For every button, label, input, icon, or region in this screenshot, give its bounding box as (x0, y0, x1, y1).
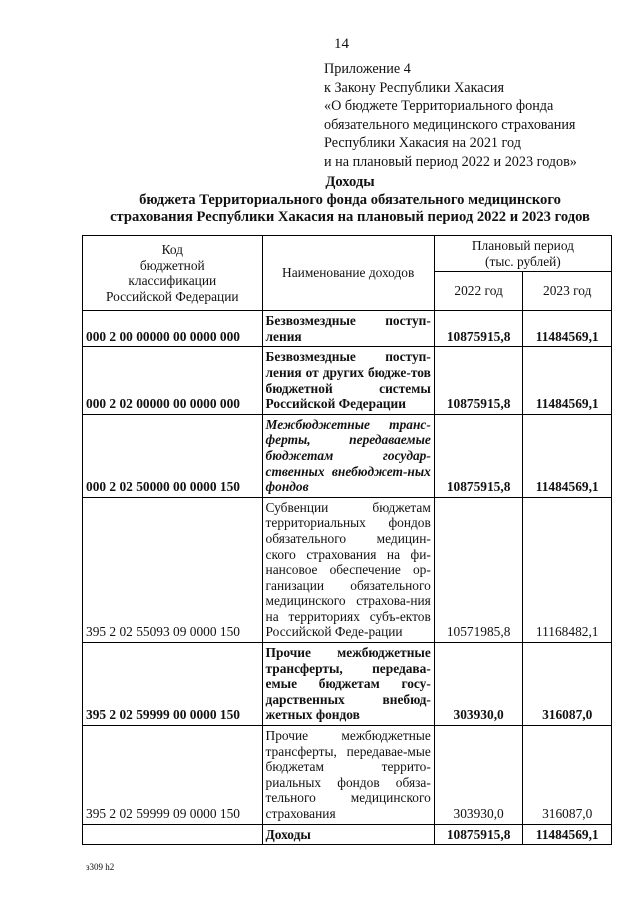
appendix-line: Республики Хакасия на 2021 год (324, 135, 521, 152)
appendix-line: Приложение 4 (324, 61, 411, 77)
table-row (83, 643, 612, 726)
row-value-2022: 303930,0 (434, 643, 523, 726)
row-name: Межбюджетные транс-ферты, передаваемые бюджетам государ-ственных внебюджет-ных фондов (262, 414, 434, 497)
row-code: 000 2 00 00000 00 0000 000 (83, 311, 263, 347)
row-value-2022: 10571985,8 (434, 497, 523, 642)
header-period (434, 236, 611, 272)
row-value-2023: 11484569,1 (523, 414, 612, 497)
header-period-line: Плановый период (471, 238, 574, 253)
total-code-empty (83, 824, 263, 845)
header-code-line: бюджетной (139, 257, 205, 273)
appendix-line: к Закону Республики Хакасия (324, 79, 504, 96)
table-header-row (83, 236, 612, 272)
row-name: Безвозмездные поступ-ления (262, 311, 434, 347)
row-code: 395 2 02 55093 09 0000 150 (83, 497, 263, 642)
header-year-2022: 2022 год (434, 272, 523, 311)
total-label: Доходы (262, 824, 434, 845)
row-value-2022: 303930,0 (434, 726, 523, 825)
row-value-2023: 11168482,1 (523, 497, 612, 642)
row-code: 395 2 02 59999 09 0000 150 (83, 726, 263, 825)
header-code-line: Российской Федерации (105, 288, 239, 304)
appendix-line: обязательного медицинского страхования (324, 116, 576, 133)
row-value-2022: 10875915,8 (434, 347, 523, 414)
row-value-2023: 316087,0 (523, 643, 612, 726)
total-value-2022: 10875915,8 (434, 824, 523, 845)
row-name: Прочие межбюджетные трансферты, передавае-мые бюджетам террито-риальных фондов обяза-тельного медицинского страхования (262, 726, 434, 825)
total-value-2023: 11484569,1 (523, 824, 612, 845)
row-code: 000 2 02 00000 00 0000 000 (83, 347, 263, 414)
document-title (0, 174, 640, 227)
header-name: Наименование доходов (262, 236, 434, 311)
header-period-line: (тыс. рублей) (485, 253, 561, 269)
table-row (83, 347, 612, 414)
table-row (83, 311, 612, 347)
header-code-line: Код (161, 241, 183, 257)
header-code-line: классификации (128, 273, 217, 289)
row-name: Субвенции бюджетам территориальных фондов обязательного медицин-ского страхования на фи-нансовое обеспечение ор-ганизации обязательного медицинского страхова-ния на территориях субъ-ектов Российской Феде-рации (262, 497, 434, 642)
appendix-header (324, 60, 577, 172)
row-value-2023: 11484569,1 (523, 311, 612, 347)
table-row (83, 497, 612, 642)
row-name: Безвозмездные поступ-ления от других бюдже-тов бюджетной системы Российской Федерации (262, 347, 434, 414)
title-line: страхования Республики Хакасия на плановый период 2022 и 2023 годов (110, 209, 590, 225)
page-number: 14 (334, 36, 349, 52)
header-code (83, 236, 263, 311)
row-code: 395 2 02 59999 00 0000 150 (83, 643, 263, 726)
appendix-line: «О бюджете Территориального фонда (324, 98, 554, 115)
row-value-2022: 10875915,8 (434, 414, 523, 497)
header-year-2023: 2023 год (523, 272, 612, 311)
title-line: бюджета Территориального фонда обязательного медицинского (139, 191, 561, 208)
row-value-2022: 10875915,8 (434, 311, 523, 347)
table-row (83, 726, 612, 825)
footer-code: з309 h2 (86, 862, 115, 872)
income-table (82, 235, 612, 845)
row-value-2023: 316087,0 (523, 726, 612, 825)
table-total-row (83, 824, 612, 845)
row-name: Прочие межбюджетные трансферты, передава-емые бюджетам госу-дарственных внебюд-жетных фондов (262, 643, 434, 726)
row-code: 000 2 02 50000 00 0000 150 (83, 414, 263, 497)
table-row (83, 414, 612, 497)
appendix-line: и на плановый период 2022 и 2023 годов» (324, 153, 577, 170)
row-value-2023: 11484569,1 (523, 347, 612, 414)
title-line: Доходы (325, 174, 375, 190)
